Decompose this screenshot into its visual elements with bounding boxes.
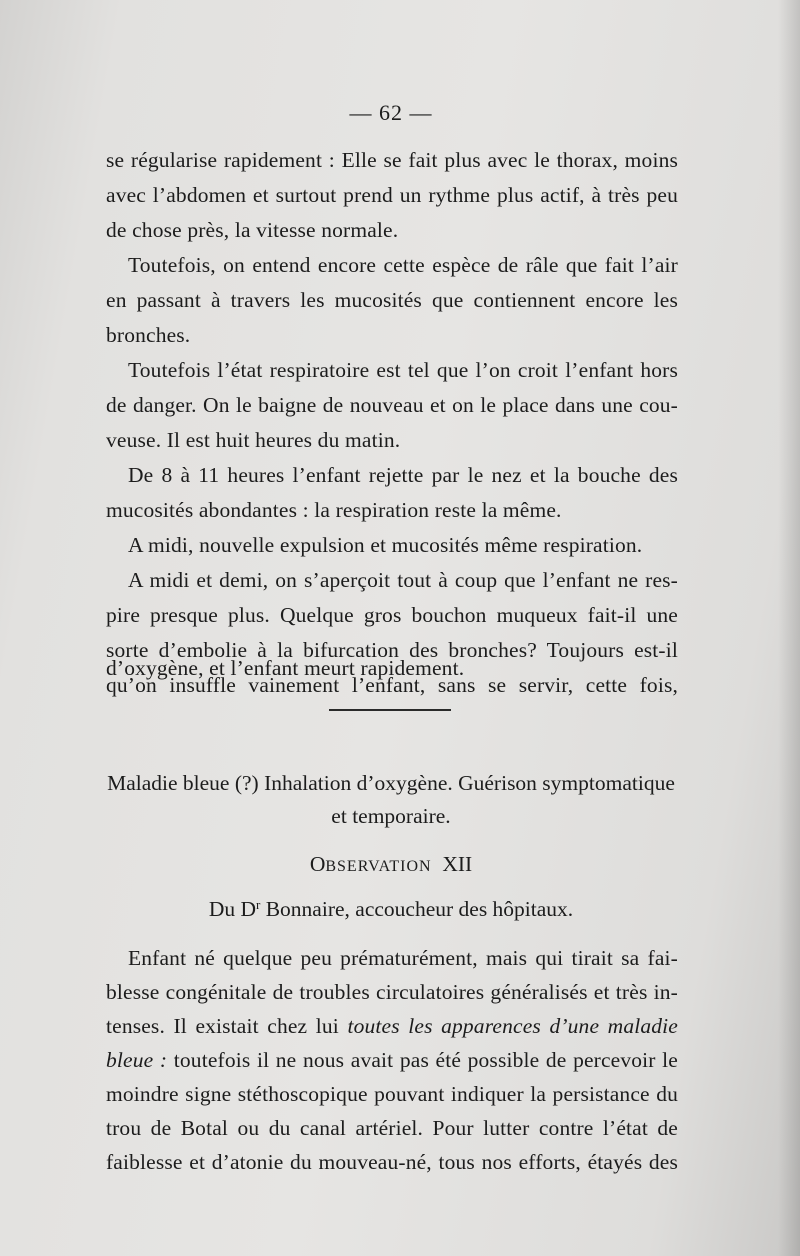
- byline-superscript: r: [256, 897, 261, 912]
- observation-byline: [0, 897, 782, 922]
- observation-label: [0, 852, 782, 877]
- page-edge-shadow: [778, 0, 800, 1256]
- italic-segment: bleue :: [106, 1048, 168, 1072]
- byline-rest: Bonnaire, accoucheur des hôpitaux.: [260, 897, 574, 921]
- observation-title-line2: et temporaire.: [331, 804, 451, 828]
- text-line: Toutefois l’état respiratoire est tel que l’on croit l’enfant hors: [128, 358, 678, 382]
- observation-number: XII: [442, 852, 473, 876]
- text-line: en passant à travers les mucosités que contiennent encore les: [106, 288, 678, 312]
- text-line: A midi et demi, on s’aperçoit tout à coup que l’enfant ne res-: [128, 568, 678, 592]
- text-line: mucosités abondantes : la respiration reste la même.: [106, 498, 562, 522]
- text-segment: tenses. Il existait chez lui: [106, 1014, 348, 1038]
- text-line: moindre signe stéthoscopique pouvant indiquer la persistance du: [106, 1082, 678, 1106]
- observation-initial: O: [309, 852, 326, 876]
- italic-segment: toutes les apparences d’une maladie: [347, 1014, 678, 1038]
- text-line: faiblesse et d’atonie du mouveau-né, tous nos efforts, étayés des: [106, 1150, 678, 1174]
- observation-word: BSERVATION: [325, 858, 432, 875]
- text-segment: toutefois il ne nous avait pas été possible de percevoir le: [167, 1048, 678, 1072]
- text-line: se régularise rapidement : Elle se fait plus avec le thorax, moins: [106, 148, 678, 172]
- text-line: [106, 1048, 678, 1073]
- text-line: trou de Botal ou du canal artériel. Pour lutter contre l’état de: [106, 1116, 678, 1140]
- byline-prefix: Du D: [208, 897, 256, 921]
- text-line: bronches.: [106, 323, 191, 347]
- text-line: avec l’abdomen et surtout prend un rythme plus actif, à très peu: [106, 183, 678, 207]
- text-line: De 8 à 11 heures l’enfant rejette par le nez et la bouche des: [128, 463, 678, 487]
- text-line: d’oxygène, et l’enfant meurt rapidement.: [106, 656, 465, 680]
- text-line: Enfant né quelque peu prématurément, mais qui tirait sa fai-: [128, 946, 678, 970]
- text-line: A midi, nouvelle expulsion et mucosités même respiration.: [128, 533, 643, 557]
- text-line: [106, 1014, 678, 1039]
- text-line: pire presque plus. Quelque gros bouchon muqueux fait-il une: [106, 603, 678, 627]
- text-line: qu’on insuffle vainement l’enfant, sans se servir, cette fois,: [106, 673, 678, 697]
- text-line: Toutefois, on entend encore cette espèce de râle que fait l’air: [128, 253, 678, 277]
- page-number: — 62 —: [349, 100, 433, 125]
- text-line: de chose près, la vitesse normale.: [106, 218, 399, 242]
- observation-title-line1: Maladie bleue (?) Inhalation d’oxygène. Guérison symptomatique: [107, 771, 675, 795]
- section-divider: [329, 709, 451, 711]
- text-line: sorte d’embolie à la bifurcation des bronches? Toujours est-il: [106, 638, 678, 662]
- text-line: blesse congénitale de troubles circulatoires généralisés et très in-: [106, 980, 678, 1004]
- text-line: de danger. On le baigne de nouveau et on le place dans une cou-: [106, 393, 678, 417]
- text-line: veuse. Il est huit heures du matin.: [106, 428, 401, 452]
